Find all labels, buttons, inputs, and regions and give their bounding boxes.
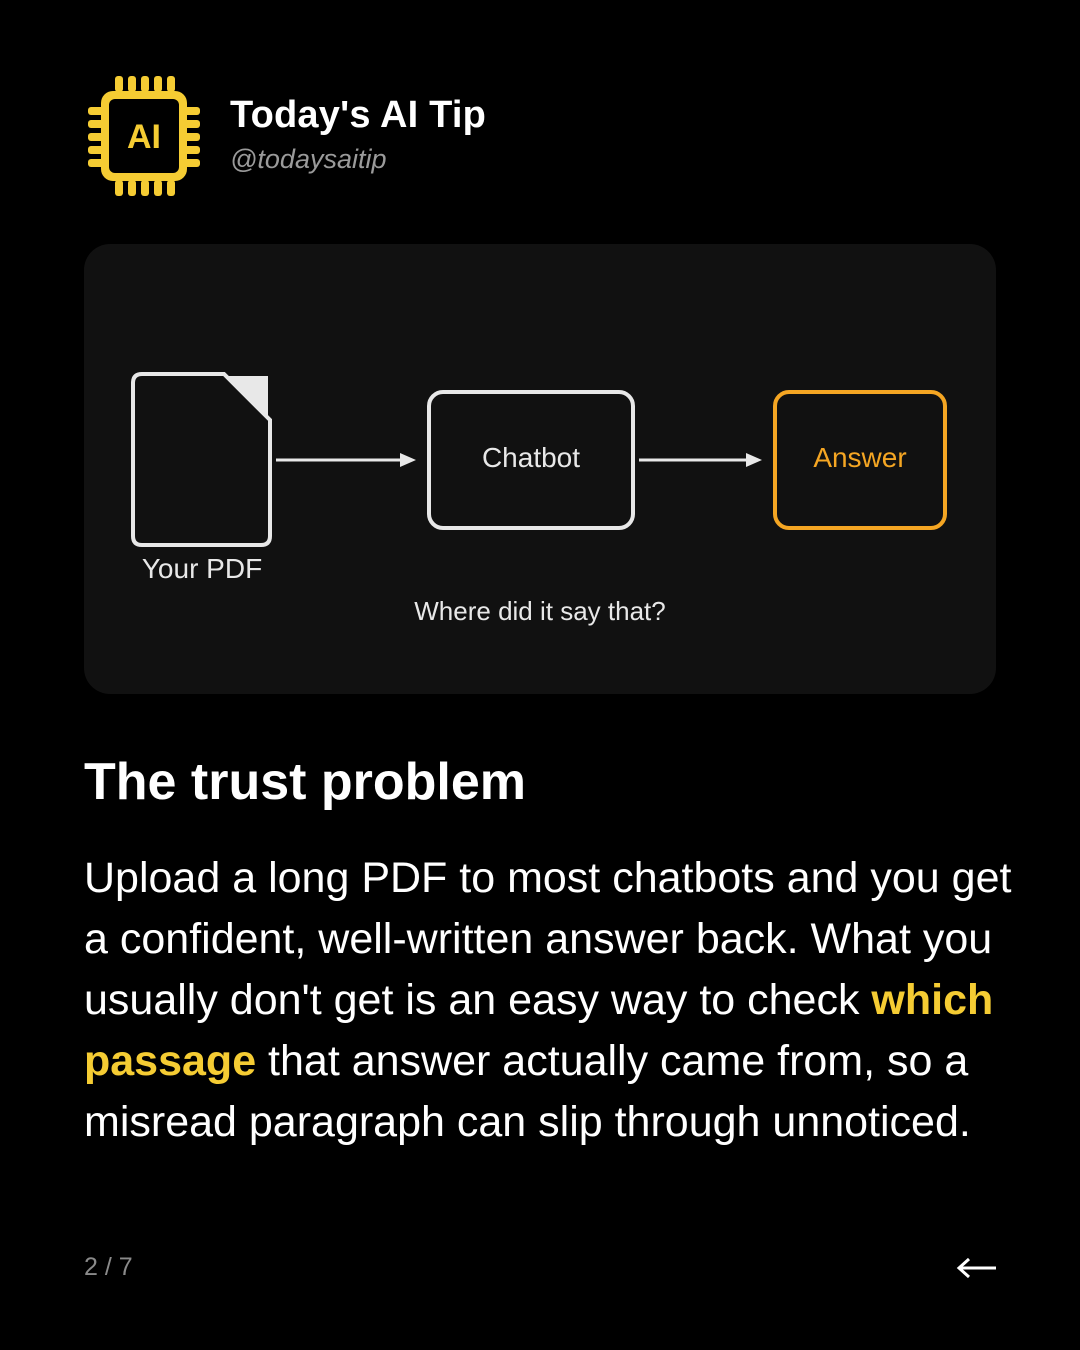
arrow-right-icon — [639, 453, 762, 467]
page-indicator: 2 / 7 — [84, 1253, 133, 1281]
diagram-caption: Where did it say that? — [414, 596, 666, 626]
brand-handle: @todaysaitip — [230, 144, 387, 174]
body-text-end: that answer actually came from, so a misread paragraph can slip through unnoticed. — [84, 1037, 971, 1146]
left-arrow-icon[interactable] — [954, 1250, 998, 1286]
chatbot-label: Chatbot — [481, 442, 581, 473]
body-text-start: Upload a long PDF to most chatbots and you get a confident, well-written answer back. What you usually don't get is an easy way to check — [84, 854, 1012, 1024]
brand-header — [84, 76, 984, 196]
document-icon — [133, 374, 270, 545]
body-highlight: which passage — [84, 976, 994, 1085]
slide-body — [84, 848, 1014, 1153]
flow-diagram-card — [84, 244, 996, 694]
document-label: Your PDF — [141, 553, 263, 584]
ai-chip-logo-icon — [84, 76, 204, 196]
logo-text: AI — [127, 118, 161, 156]
arrow-right-icon — [276, 453, 416, 467]
flow-diagram — [84, 244, 996, 694]
slide-title: The trust problem — [84, 753, 527, 811]
answer-label: Answer — [813, 442, 907, 473]
brand-name: Today's AI Tip — [230, 94, 487, 136]
